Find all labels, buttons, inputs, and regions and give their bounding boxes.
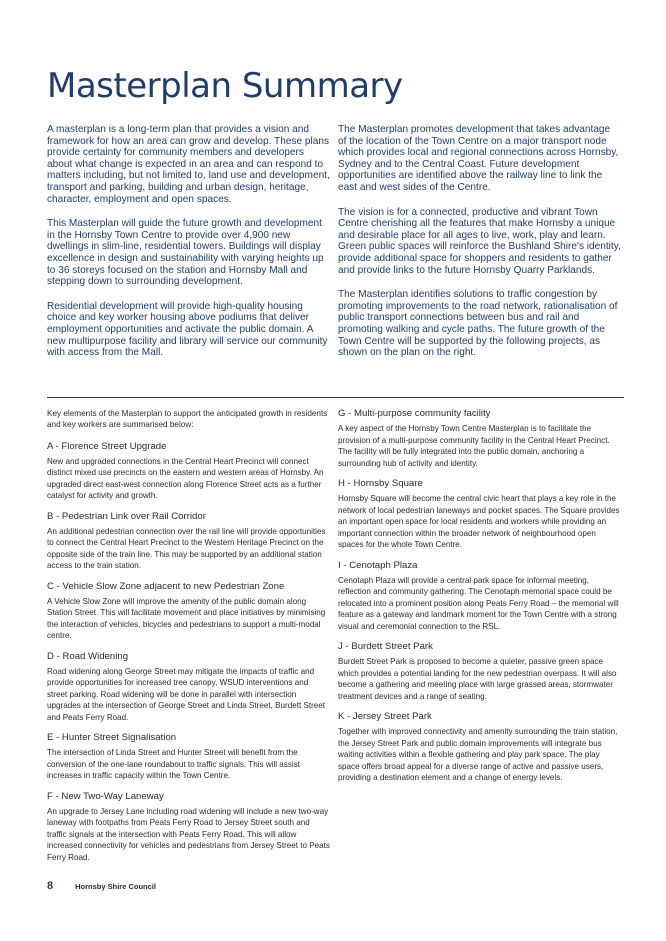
project-body: Cenotaph Plaza will provide a central park space for informal meeting, reflection and community gathering. The Cenotaph memorial space could be relocated into a prominent position along Peats Ferry Road – the memorial will feature as a gateway and landmark moment for the Town Centre with a strong visual and ceremonial connection to the RSL. — [338, 575, 619, 631]
organisation-name: Hornsby Shire Council — [75, 882, 156, 891]
project-body: The intersection of Linda Street and Hunter Street will benefit from the conversion of the one-lane roundabout to traffic signals. This will assist increases in traffic capacity within the Town Centre. — [47, 748, 300, 781]
project-heading: F - New Two-Way Laneway — [47, 790, 164, 802]
project-body: An upgrade to Jersey Lane including road widening will include a new two-way laneway with footpaths from Peats Ferry Road to Jersey Street south and traffic signals at the intersection with Peats Ferry Road. This will allow increased connectivity for vehicles and pedestrians from Jersey Street to Peats Ferry Road. — [47, 806, 330, 862]
intro-paragraph: The Masterplan promotes development that takes advantage of the location of the Town Centre on a major transport node which provides local and regional connections across Hornsby, Sydney and to the Central Coast. Future development opportunities are identified above the railway line to link the east and west sides of the Centre. — [338, 124, 619, 193]
project-section — [47, 511, 330, 572]
project-section — [338, 711, 621, 784]
intro-paragraph: The vision is for a connected, productive and vibrant Town Centre cherishing all the features that make Hornsby a unique and desirable place for all ages to live, work, play and learn. Green public spaces will reinforce the Bushland Shire's identity, provide additional space for shoppers and residents to gather and provide links to the future Hornsby Quarry Parklands. — [338, 206, 621, 276]
project-body: A key aspect of the Hornsby Town Centre Masterplan is to facilitate the provision of a multi-purpose community facility in the Central Heart Precinct. The facility will be fully integrated into the public domain, anchoring a surrounding hub of activity and identity. — [338, 424, 610, 468]
project-heading: H - Hornsby Square — [338, 478, 423, 489]
project-body: An additional pedestrian connection over the rail line will provide opportunities to connect the Central Heart Precinct to the Western Heritage Precinct on the opposite side of the train line. This may be supported by an additional station access to the train station. — [47, 526, 326, 571]
project-heading: J - Burdett Street Park — [338, 641, 433, 652]
project-heading: A - Florence Street Upgrade — [47, 440, 167, 452]
project-section — [338, 408, 621, 469]
project-body: Together with improved connectivity and amenity surrounding the train station, the Jersey Street Park and public domain improvements will integrate bus waiting activities within a flexible gathering and play park space. The play space offers broad appeal for a diverse range of active and passive users, providing a destination element and a change of energy levels. — [338, 727, 618, 782]
project-heading: C - Vehicle Slow Zone adjacent to new Pedestrian Zone — [47, 580, 285, 592]
page-footer — [47, 880, 156, 892]
page-number: 8 — [47, 880, 54, 892]
page-title: Masterplan Summary — [47, 66, 403, 106]
section-divider — [47, 397, 624, 398]
projects-left-column — [47, 408, 330, 872]
project-body: Hornsby Square will become the central civic heart that plays a key role in the network of local pedestrian laneways and pocket spaces. The Square provides an important open space for local residents and workers while providing an important connection within the broader network of neighbourhood open spaces for the whole Town Centre. — [338, 494, 620, 549]
project-heading: I - Cenotaph Plaza — [338, 559, 418, 571]
project-section — [47, 791, 330, 864]
projects-right-column — [338, 408, 621, 793]
project-heading: K - Jersey Street Park — [338, 711, 432, 722]
project-section — [47, 441, 330, 502]
project-section — [338, 641, 621, 702]
project-heading: G - Multi-purpose community facility — [338, 408, 491, 419]
intro-paragraph: Residential development will provide high-quality housing choice and key worker housing above podiums that deliver employment opportunities and activate the public domain. A new multipurpose facility and library will service our community with access from the Mall. — [47, 300, 328, 359]
project-section — [47, 651, 330, 724]
projects-lead: Key elements of the Masterplan to support the anticipated growth in residents and key workers are summarised below: — [47, 409, 328, 430]
project-section — [338, 478, 621, 551]
intro-paragraph: A masterplan is a long-term plan that provides a vision and framework for how an area can grow and develop. These plans provide certainty for community members and developers about what change is expected in an area and can respond to matters including, but not limited to, land use and development, transport and parking, building and urban design, heritage, character, employment and open spaces. — [47, 124, 330, 205]
intro-paragraph: This Masterplan will guide the future growth and development in the Hornsby Town Centre to provide over 4,900 new dwellings in slim-line, residential towers. Buildings will display excellence in design and sustainability with varying heights up to 36 storeys focused on the station and Hornsby Mall and stepping down to surrounding development. — [47, 218, 324, 288]
project-section — [47, 581, 330, 642]
project-body: Burdett Street Park is proposed to become a quieter, passive green space which provides a potential landing for the new pedestrian overpass. It will also become a gathering and meeting place with large grassed areas, stormwater treatment devices and a range of seating. — [338, 657, 617, 701]
intro-left-column — [47, 124, 330, 372]
project-section — [338, 560, 621, 633]
project-heading: B - Pedestrian Link over Rail Corridor — [47, 510, 206, 522]
intro-paragraph: The Masterplan identifies solutions to traffic congestion by promoting improvements to the road network, rationalisation of public transport connections between bus and rail and promoting walking and cycle paths. The future growth of the Town Centre will be supported by the following projects, as shown on the plan on the right. — [338, 289, 618, 359]
project-body: Road widening along George Street may mitigate the impacts of traffic and provide opportunities for increased tree canopy, WSUD interventions and street parking. Road widening will be done in parallel with intersection upgrades at the intersection of George Street and Linda Street, Burdett Street and Peats Ferry Road. — [47, 666, 326, 722]
project-body: A Vehicle Slow Zone will improve the amenity of the public domain along Station Street. This will facilitate movement and place initiatives by minimising the interaction of vehicles, bicycles and pedestrians to support a multi-modal centre. — [47, 596, 326, 641]
project-body: New and upgraded connections in the Central Heart Precinct will connect distinct mixed use precincts on the eastern and western areas of Hornsby. An upgraded direct east-west connection along Florence Street acts as a further catalyst for activity and growth. — [47, 456, 324, 501]
project-section — [47, 732, 330, 782]
intro-right-column — [338, 124, 621, 372]
project-heading: D - Road Widening — [47, 650, 129, 662]
project-heading: E - Hunter Street Signalisation — [47, 732, 177, 744]
